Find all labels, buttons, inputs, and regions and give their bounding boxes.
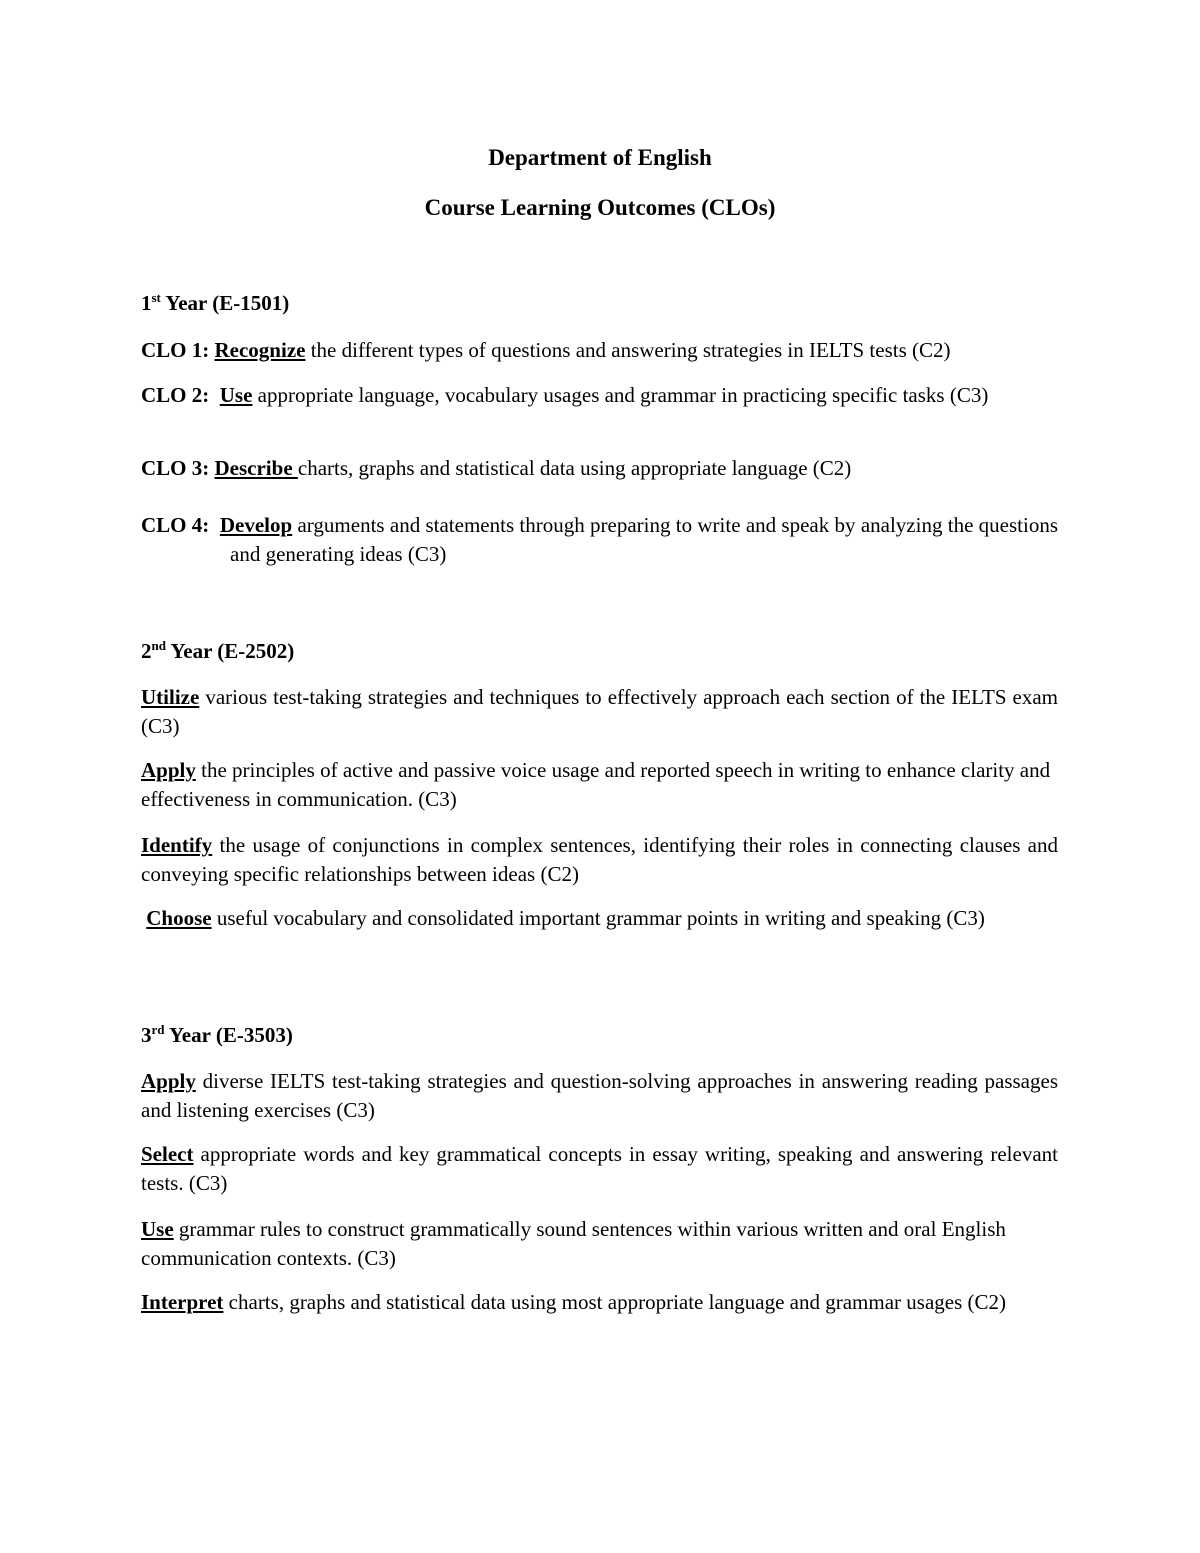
outcome-text: appropriate words and key grammatical concepts in essay writing, speaking and answering relevant tests. (C3) xyxy=(141,1142,1058,1195)
outcome-text: useful vocabulary and consolidated important grammar points in writing and speaking (C3) xyxy=(211,906,985,930)
year3-number: 3 xyxy=(141,1023,152,1047)
year1-number: 1 xyxy=(141,291,152,315)
year2-outcome-1 xyxy=(141,683,1058,741)
year3-outcome-1 xyxy=(141,1067,1058,1125)
clo-label: CLO 4: xyxy=(141,513,210,537)
year3-heading xyxy=(141,1021,293,1050)
year1-ordinal: st xyxy=(151,290,161,305)
outcome-verb: Identify xyxy=(141,833,213,857)
year3-label: Year (E-3503) xyxy=(164,1023,293,1047)
outcome-verb: Utilize xyxy=(141,685,200,709)
year1-heading xyxy=(141,289,289,318)
clo-text: charts, graphs and statistical data using appropriate language (C2) xyxy=(297,456,852,480)
year2-ordinal: nd xyxy=(151,638,166,653)
clo-verb: Use xyxy=(219,383,253,407)
outcome-verb: Use xyxy=(141,1217,174,1241)
year1-clo-1 xyxy=(141,336,1058,365)
year2-outcome-3 xyxy=(141,831,1058,889)
clo-label: CLO 2: xyxy=(141,383,210,407)
clo-label: CLO 3: xyxy=(141,456,210,480)
outcome-verb: Select xyxy=(141,1142,194,1166)
year2-outcome-2 xyxy=(141,756,1058,814)
year2-label: Year (E-2502) xyxy=(165,639,295,663)
outcome-text: charts, graphs and statistical data using most appropriate language and grammar usages (C2) xyxy=(223,1290,1007,1314)
outcome-text: the principles of active and passive voice usage and reported speech in writing to enhance clarity and effectiveness in communication. (C3) xyxy=(141,758,1051,811)
clo-text: the different types of questions and answering strategies in IELTS tests (C2) xyxy=(305,338,951,362)
year3-ordinal: rd xyxy=(151,1022,165,1037)
clo-label: CLO 1: xyxy=(141,338,210,362)
clo-verb: Describe xyxy=(214,456,298,480)
outcome-text: grammar rules to construct grammatically sound sentences within various written and oral English communication contexts. (C3) xyxy=(141,1217,1006,1270)
department-title: Department of English xyxy=(488,145,712,170)
clo-text: appropriate language, vocabulary usages and grammar in practicing specific tasks (C3) xyxy=(252,383,989,407)
outcome-verb: Interpret xyxy=(141,1290,224,1314)
year1-clo-3 xyxy=(141,454,1058,483)
clo-verb: Recognize xyxy=(214,338,306,362)
outcome-verb: Choose xyxy=(146,906,212,930)
year3-outcome-4 xyxy=(141,1288,1058,1317)
year1-clo-4 xyxy=(141,511,1058,569)
outcome-text: various test-taking strategies and techniques to effectively approach each section of the IELTS exam (C3) xyxy=(141,685,1058,738)
clo-text: arguments and statements through preparing to write and speak by analyzing the questions and generating ideas (C3) xyxy=(230,513,1059,566)
outcome-verb: Apply xyxy=(141,1069,196,1093)
outcome-verb: Apply xyxy=(141,758,196,782)
year3-outcome-2 xyxy=(141,1140,1058,1198)
document-subtitle: Course Learning Outcomes (CLOs) xyxy=(424,195,776,220)
outcome-text: the usage of conjunctions in complex sentences, identifying their roles in connecting clauses and conveying specific relationships between ideas (C2) xyxy=(141,833,1058,886)
year2-number: 2 xyxy=(141,639,152,663)
year1-clo-2 xyxy=(141,381,1058,410)
clo-verb: Develop xyxy=(219,513,293,537)
year1-label: Year (E-1501) xyxy=(160,291,290,315)
year3-outcome-3 xyxy=(141,1215,1058,1273)
year2-heading xyxy=(141,637,294,666)
outcome-text: diverse IELTS test-taking strategies and question-solving approaches in answering reading passages and listening exercises (C3) xyxy=(141,1069,1058,1122)
year2-outcome-4 xyxy=(141,904,1058,933)
